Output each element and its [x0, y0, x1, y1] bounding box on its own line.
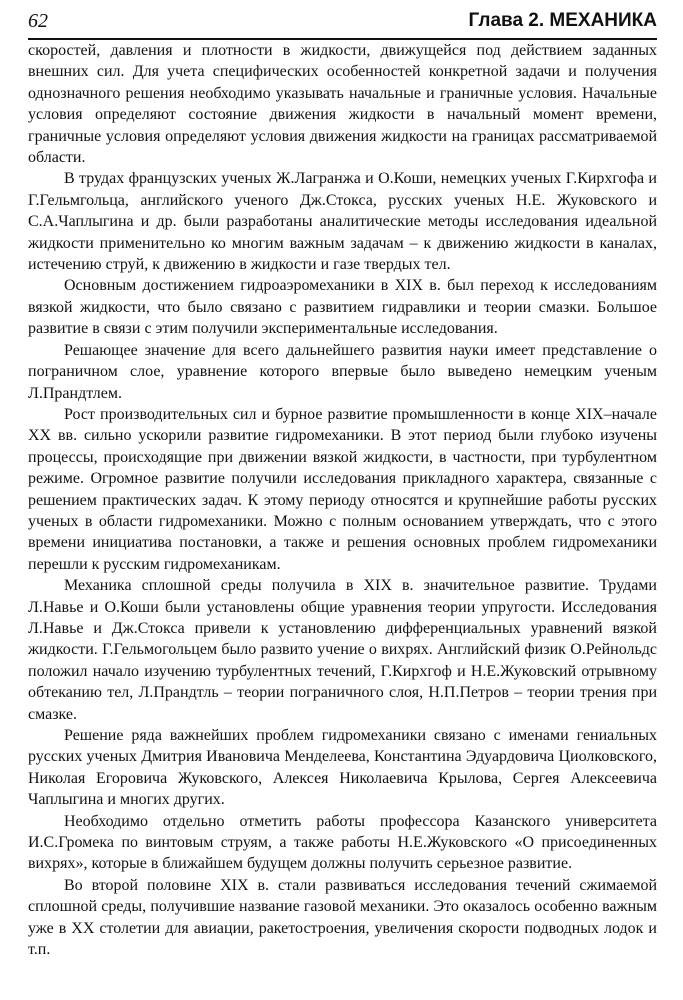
paragraph: Механика сплошной среды получила в XIX в. значительное развитие. Трудами Л.Навье и О.Коши были установлены общие уравнения теории упругости. Исследования Л.Навье и Дж.Стокса привели к установлению дифференциальных уравнений вязкой жидкости. Г.Гельмогольцем было развито учение о вихрях. Английский физик О.Рейнольдс положил начало изучению турбулентных течений, Г.Кирхгоф и Н.Е.Жуковский отрывному обтеканию тел, Л.Прандтль – теории пограничного слоя, Н.П.Петров – теории трения при смазке.: [28, 577, 657, 723]
paragraph: Основным достижением гидроаэромеханики в XIX в. был переход к исследованиям вязкой жидкости, что было связано с развитием гидравлики и теории смазки. Большое развитие в связи с этим получили экспериментальные исследования.: [28, 277, 657, 338]
paragraph: В трудах французских ученых Ж.Лагранжа и О.Коши, немецких ученых Г.Кирхгофа и Г.Гельмгольца, английского ученого Дж.Стокса, русских ученых Н.Е. Жуковского и С.А.Чаплыгина и др. были разработаны аналитические методы исследования идеальной жидкости применительно ко многим важным задачам – к движению жидкости в каналах, истечению струй, к движению в жидкости и газе твердых тел.: [28, 170, 657, 274]
running-header: [28, 8, 657, 40]
paragraph: скоростей, давления и плотности в жидкости, движущейся под действием заданных внешних сил. Для учета специфических особенностей конкретной задачи и получения однозначного решения необходимо указывать начальные и граничные условия. Начальные условия определяют состояние движения жидкости в начальный момент времени, граничные условия определяют условия движения жидкости на границах рассматриваемой области.: [28, 42, 657, 167]
chapter-title: Глава 2. МЕХАНИКА: [468, 10, 657, 31]
paragraph: Рост производительных сил и бурное развитие промышленности в конце XIX–начале XX вв. сильно ускорили развитие гидромеханики. В этот период были глубоко изучены процессы, происходящие при движении вязкой жидкости, в частности, при турбулентном режиме. Огромное развитие получили исследования прикладного характера, связанные с решением практических задач. К этому периоду относятся и крупнейшие работы русских ученых в области гидромеханики. Можно с полным основанием утверждать, что с этого времени инициатива постановки, а также и решения основных проблем гидромеханики перешли к русским гидромеханикам.: [28, 405, 657, 573]
paragraph: Во второй половине XIX в. стали развиваться исследования течений сжимаемой сплошной среды, получившие название газовой механики. Это оказалось особенно важным уже в XX столетии для авиации, ракетостроения, увеличения скорости подводных лодок и т.п.: [28, 876, 657, 959]
paragraph: Решающее значение для всего дальнейшего развития науки имеет представление о пограничном слое, уравнение которого впервые было выведено немецким ученым Л.Прандтлем.: [28, 341, 657, 402]
paragraph: Решение ряда важнейших проблем гидромеханики связано с именами гениальных русских ученых Дмитрия Ивановича Менделеева, Константина Эдуардовича Циолковского, Николая Егоровича Жуковского, Алексея Николаевича Крылова, Сергея Алексеевича Чаплыгина и многих других.: [28, 727, 657, 809]
page-number: 62: [28, 10, 48, 32]
body-text: [28, 40, 657, 960]
paragraph: Необходимо отдельно отметить работы профессора Казанского университета И.С.Громека по винтовым струям, а также работы Н.Е.Жуковского «О присоединенных вихрях», которые в ближайшем будущем должны получить серьезное развитие.: [28, 812, 657, 873]
